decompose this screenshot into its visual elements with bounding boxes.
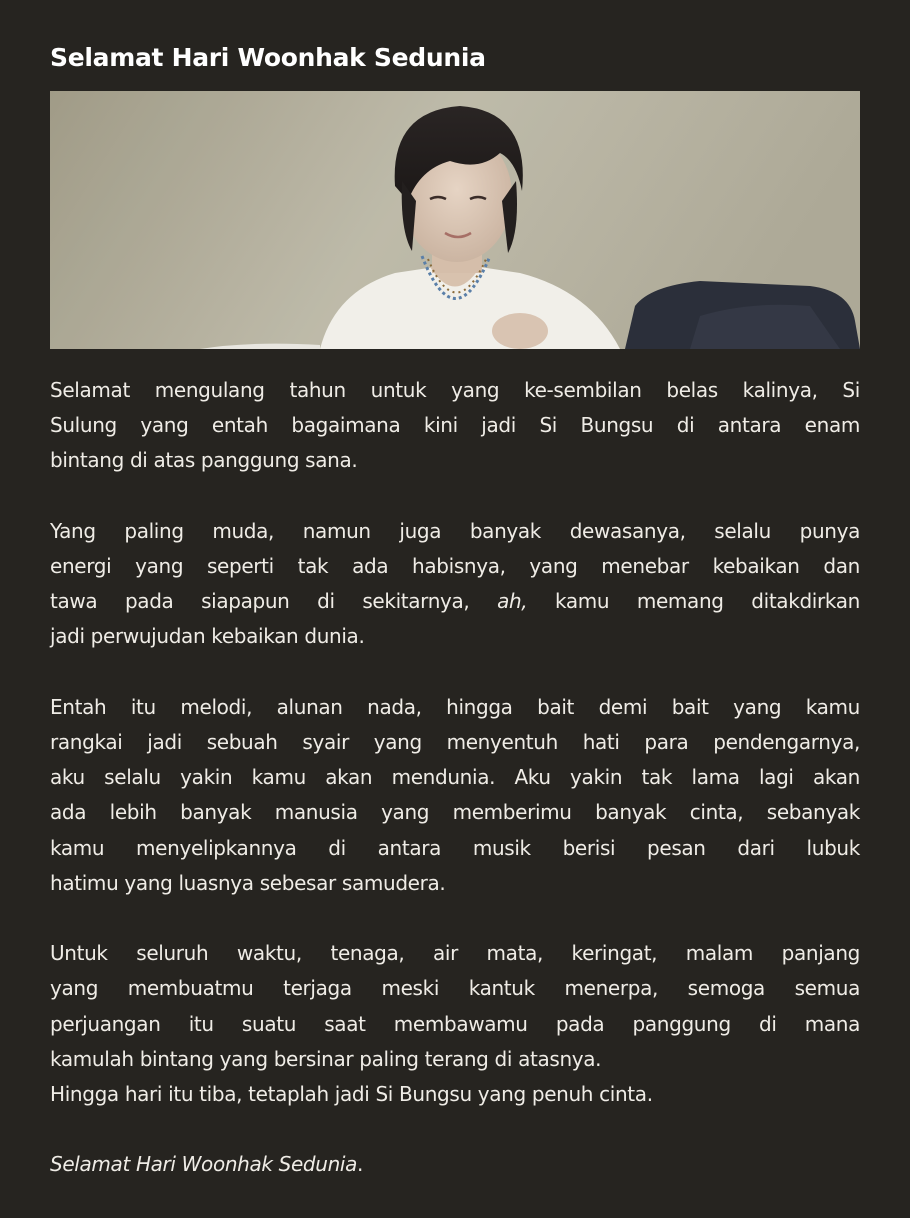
paragraph-1 bbox=[50, 373, 860, 479]
letter-body bbox=[50, 373, 860, 1218]
text-segment: . bbox=[357, 1152, 364, 1177]
text-line: hatimu yang luasnya sebesar samudera. bbox=[50, 870, 446, 895]
text-line: Hingga hari itu tiba, tetaplah jadi Si Bungsu yang penuh cinta. bbox=[50, 1082, 653, 1107]
text-line: jadi perwujudan kebaikan dunia. bbox=[50, 624, 365, 649]
text-line: energi yang seperti tak ada habisnya, yang menebar kebaikan dan bbox=[50, 554, 860, 578]
text-line: ada lebih banyak manusia yang memberimu banyak cinta, sebanyak bbox=[50, 800, 860, 825]
text-line: Sulung yang entah bagaimana kini jadi Si Bungsu di antara enam bbox=[50, 413, 860, 438]
paragraph-4 bbox=[50, 936, 860, 1112]
text-line: bintang di atas panggung sana. bbox=[50, 448, 358, 473]
text-line: kamulah bintang yang bersinar paling terang di atasnya. bbox=[50, 1046, 602, 1071]
paragraph-3 bbox=[50, 690, 860, 901]
portrait-photo-icon bbox=[50, 91, 860, 349]
text-line: Yang paling muda, namun juga banyak dewasanya, selalu punya bbox=[50, 518, 860, 543]
text-line: Untuk seluruh waktu, tenaga, air mata, keringat, malam panjang bbox=[50, 941, 860, 966]
text-line: kamu menyelipkannya di antara musik berisi pesan dari lubuk bbox=[50, 835, 860, 860]
closing-line bbox=[50, 1147, 860, 1182]
italic-text: ah, bbox=[497, 589, 528, 614]
text-line: Selamat mengulang tahun untuk yang ke-sembilan belas kalinya, Si bbox=[50, 378, 860, 402]
header-photo bbox=[50, 91, 860, 349]
page-title: Selamat Hari Woonhak Sedunia bbox=[50, 43, 486, 72]
text-line: Entah itu melodi, alunan nada, hingga bait demi bait yang kamu bbox=[50, 694, 860, 719]
italic-text: Selamat Hari Woonhak Sedunia bbox=[50, 1152, 358, 1177]
text-line bbox=[50, 1147, 860, 1182]
text-line: perjuangan itu suatu saat membawamu pada panggung di mana bbox=[50, 1011, 860, 1036]
text-line: yang membuatmu terjaga meski kantuk menerpa, semoga semua bbox=[50, 976, 860, 1001]
text-line: rangkai jadi sebuah syair yang menyentuh hati para pendengarnya, bbox=[50, 730, 860, 754]
text-segment: tawa pada siapapun di sekitarnya, bbox=[50, 589, 498, 614]
paragraph-2 bbox=[50, 514, 860, 655]
text-segment: kamu memang ditakdirkan bbox=[527, 589, 860, 614]
text-line bbox=[50, 584, 860, 619]
text-line: aku selalu yakin kamu akan mendunia. Aku yakin tak lama lagi akan bbox=[50, 765, 860, 790]
